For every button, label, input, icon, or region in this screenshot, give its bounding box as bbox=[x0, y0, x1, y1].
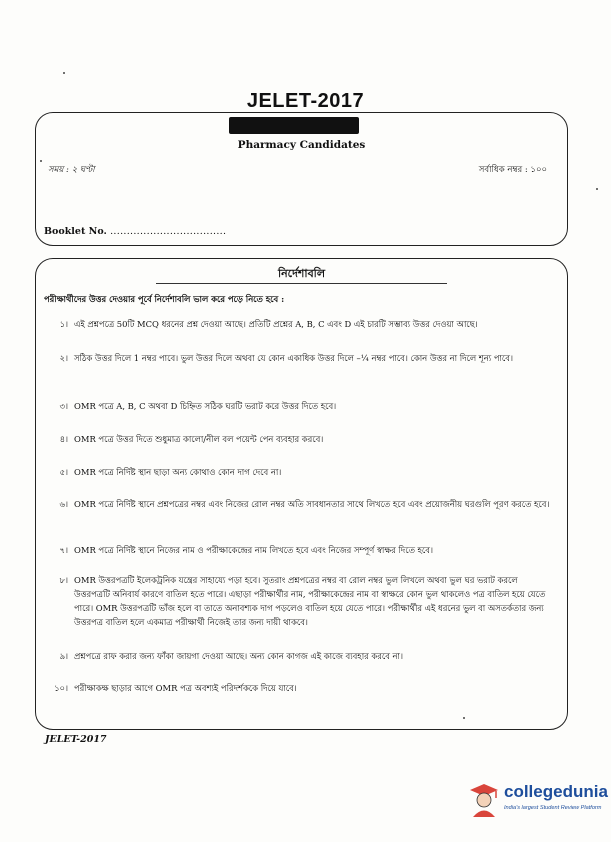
instruction-item bbox=[46, 681, 555, 695]
brand-name: collegedunia bbox=[504, 782, 608, 801]
booklet-label: Booklet No. bbox=[44, 226, 107, 237]
instruction-text: এই প্রশ্নপত্রে 50টি MCQ ধরনের প্রশ্ন দেওয়া আছে। প্রতিটি প্রশ্নের A, B, C এবং D এই চারটি সম্ভাব্য উত্তর দেওয়া আছে। bbox=[74, 319, 478, 329]
instruction-text: OMR পত্রে A, B, C অথবা D চিহ্নিত সঠিক ঘরটি ভরাট করে উত্তর দিতে হবে। bbox=[74, 401, 337, 411]
instruction-number: ২। bbox=[59, 353, 68, 363]
instruction-number: ৮। bbox=[59, 575, 68, 585]
redaction-bar bbox=[229, 117, 359, 134]
time-label: সময় : ২ ঘণ্টা bbox=[48, 165, 95, 175]
instruction-text: OMR পত্রে নির্দিষ্ট স্থানে নিজের নাম ও পরীক্ষাকেন্দ্রের নাম লিখতে হবে এবং নিজের সম্পূর্ণ স্বাক্ষর দিতে হবে। bbox=[74, 545, 433, 555]
instruction-item bbox=[46, 497, 555, 511]
instruction-number: ১০। bbox=[54, 683, 68, 693]
instruction-text: প্রশ্নপত্রে রাফ করার জন্য ফাঁকা জায়গা দেওয়া আছে। অন্য কোন কাগজ এই কাজে ব্যবহার করবে না। bbox=[74, 651, 403, 661]
instruction-text: OMR পত্রে নির্দিষ্ট স্থানে প্রশ্নপত্রের নম্বর এবং নিজের রোল নম্বর অতি সাবধানতার সাথে লিখতে হবে এবং প্রয়োজনীয় ঘরগুলি পূরণ করতে হবে। bbox=[74, 499, 550, 509]
instruction-text: পরীক্ষাকক্ষ ছাড়ার আগে OMR পত্র অবশ্যই পরিদর্শককে দিয়ে যাবে। bbox=[74, 683, 297, 693]
graduate-logo-icon bbox=[466, 780, 502, 818]
scan-speck bbox=[596, 188, 598, 190]
instructions-intro: পরীক্ষার্থীদের উত্তর দেওয়ার পূর্বে নির্দেশাবলি ভাল করে পড়ে নিতে হবে : bbox=[44, 294, 285, 304]
instruction-item bbox=[46, 649, 555, 663]
collegedunia-watermark bbox=[466, 778, 606, 826]
instruction-item bbox=[46, 573, 555, 629]
brand-tagline: India's largest Student Review Platform bbox=[504, 805, 602, 811]
instructions-box bbox=[35, 258, 568, 730]
instruction-number: ৪। bbox=[59, 434, 68, 444]
instructions-heading: নির্দেশাবলি bbox=[277, 267, 326, 280]
heading-divider bbox=[156, 283, 447, 284]
instruction-number: ১। bbox=[59, 319, 68, 329]
instruction-item bbox=[46, 317, 555, 331]
instruction-item bbox=[46, 351, 555, 365]
instruction-item bbox=[46, 399, 555, 413]
instruction-text: OMR পত্রে উত্তর দিতে শুধুমাত্র কালো/নীল বল পয়েন্ট পেন ব্যবহার করবে। bbox=[74, 434, 324, 444]
scan-speck bbox=[63, 72, 65, 74]
footer-exam-code: JELET-2017 bbox=[45, 734, 107, 745]
instruction-item bbox=[46, 543, 555, 557]
stream-label: Pharmacy Candidates bbox=[237, 139, 366, 151]
instruction-number: ৩। bbox=[59, 401, 68, 411]
booklet-blank: ................................... bbox=[110, 226, 227, 237]
instruction-number: ৫। bbox=[59, 467, 68, 477]
instruction-number: ৯। bbox=[59, 651, 68, 661]
instruction-item bbox=[46, 432, 555, 446]
instruction-text: সঠিক উত্তর দিলে 1 নম্বর পাবে। ভুল উত্তর দিলে অথবা যে কোন একাধিক উত্তর দিলে –¼ নম্বর পাবে। কোন উত্তর না দিলে শূন্য পাবে। bbox=[74, 353, 513, 363]
instruction-text: OMR উত্তরপত্রটি ইলেকট্রনিক যন্ত্রের সাহায্যে পড়া হবে। সুতরাং প্রশ্নপত্রের নম্বর বা রোল নম্বর ভুল লিখলে অথবা ভুল ঘর ভরাট করলে উত্তরপত্রটি অনিবার্য কারণে বাতিল হতে পারে। এছাড়া পরীক্ষার্থীর নাম, পরীক্ষাকেন্দ্রের নাম বা স্বাক্ষরে কোন ভুল থাকলেও পত্র বাতিল হয়ে যেতে পারে। OMR উত্তরপত্রটি ভাঁজ হলে বা তাতে অনাবশ্যক দাগ পড়লেও বাতিল হয়ে যেতে পারে। পরীক্ষার্থীর এই ধরনের ভুল বা অসতর্কতার জন্য উত্তরপত্র বাতিল হলে একমাত্র পরীক্ষার্থী নিজেই তার জন্য দায়ী থাকবে। bbox=[74, 575, 546, 627]
instruction-text: OMR পত্রে নির্দিষ্ট স্থান ছাড়া অন্য কোথাও কোন দাগ দেবে না। bbox=[74, 467, 282, 477]
instruction-number: ৬। bbox=[59, 499, 68, 509]
instruction-item bbox=[46, 465, 555, 479]
instruction-number: ৭। bbox=[59, 545, 68, 555]
exam-title: JELET-2017 bbox=[246, 90, 365, 112]
marks-label: সর্বাধিক নম্বর : ১০০ bbox=[478, 165, 547, 175]
booklet-number-field bbox=[44, 226, 226, 237]
